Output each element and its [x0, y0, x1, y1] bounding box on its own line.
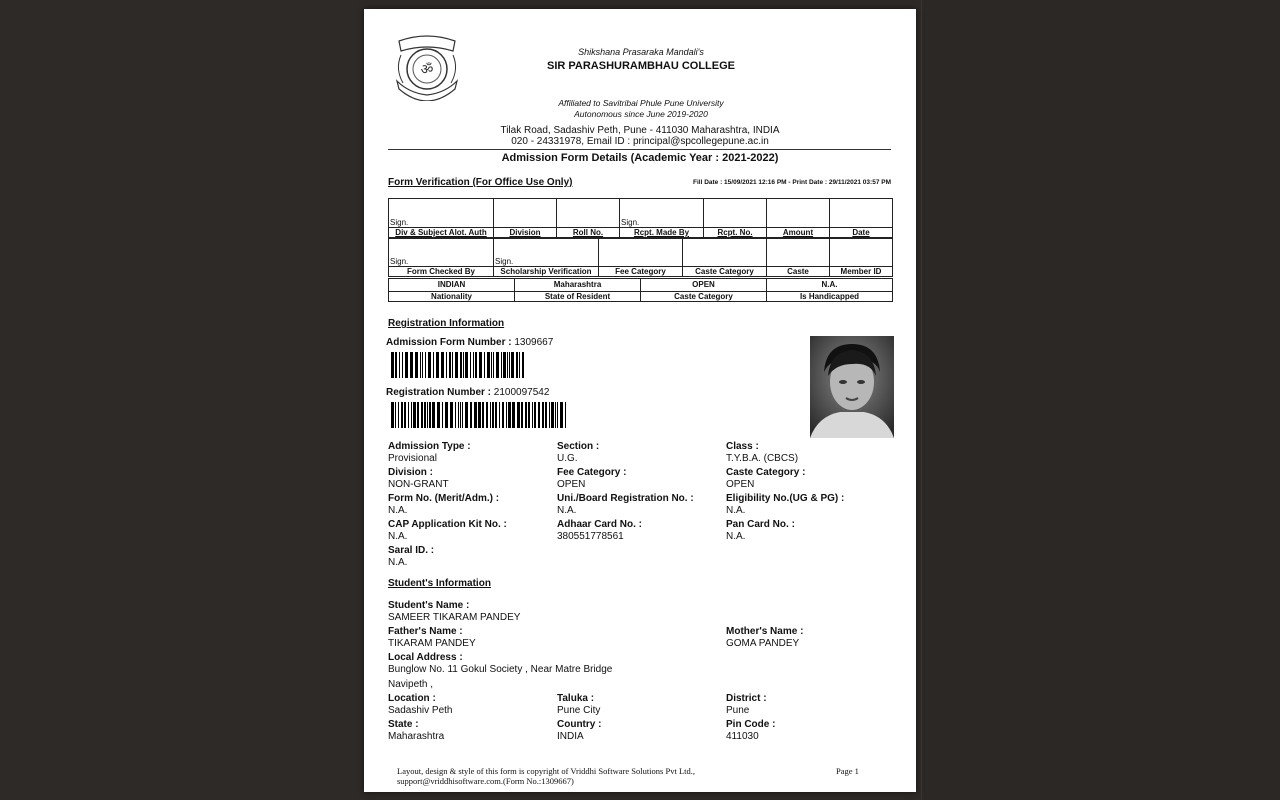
field-value: N.A. [388, 557, 408, 568]
registration-field [388, 467, 449, 490]
field-value: N.A. [726, 531, 746, 542]
local-address-field [388, 652, 612, 690]
registration-number-value: 2100097542 [493, 387, 550, 398]
student-name-field [388, 600, 520, 623]
grid-label: Member ID [830, 267, 893, 277]
barcode-bar [502, 402, 504, 428]
field-value: OPEN [557, 479, 586, 490]
district-value: Pune [726, 705, 750, 716]
barcode-bar [486, 402, 488, 428]
copyright-line-2: support@vriddhisoftware.com.(Form No.:1309667) [397, 776, 574, 786]
barcode-bar [478, 402, 481, 428]
barcode-bar [455, 402, 456, 428]
grid-label: Is Handicapped [767, 292, 893, 302]
grid-label: Form Checked By [389, 267, 494, 277]
admission-form-number [386, 337, 553, 348]
registration-field [726, 519, 795, 542]
barcode-bar [509, 352, 510, 378]
grid-label: Date [830, 228, 893, 238]
barcode-bar [482, 402, 484, 428]
student-name-value: SAMEER TIKARAM PANDEY [388, 612, 521, 623]
student-info-heading: Student's Information [388, 578, 491, 589]
barcode-bar [551, 402, 554, 428]
registration-field [726, 441, 798, 464]
field-label: District : [726, 693, 767, 704]
country-field [557, 719, 601, 742]
barcode-bar [549, 402, 550, 428]
registration-number [386, 387, 549, 398]
father-name-field [388, 626, 476, 649]
barcode-bar [432, 402, 435, 428]
field-label: Pan Card No. : [726, 519, 795, 530]
admission-form-number-value: 1309667 [514, 337, 554, 348]
barcode-bar [499, 402, 500, 428]
registration-field [557, 519, 642, 542]
grid-label: Div & Subject Alot. Auth [389, 228, 494, 238]
registration-barcode [391, 402, 569, 428]
barcode-bar [555, 402, 556, 428]
taluka-field [557, 693, 600, 716]
registration-field [557, 493, 694, 516]
barcode-bar [445, 402, 448, 428]
barcode-bar [484, 352, 485, 378]
field-label: Division : [388, 467, 434, 478]
sign-cell: Sign. [494, 239, 599, 267]
field-value: N.A. [557, 505, 577, 516]
address-line-2: Navipeth , [388, 679, 434, 690]
barcode-bar [429, 402, 431, 428]
barcode-bar [433, 352, 434, 378]
admission-form-barcode [391, 352, 525, 378]
barcode-bar [395, 352, 397, 378]
field-value: 380551778561 [557, 531, 624, 542]
barcode-bar [479, 352, 482, 378]
barcode-bar [557, 402, 558, 428]
affiliation: Affiliated to Savitribai Phule Pune University [558, 98, 724, 108]
field-label: Pin Code : [726, 719, 776, 730]
registration-field [388, 519, 507, 542]
field-value: N.A. [726, 505, 746, 516]
field-label: Saral ID. : [388, 545, 435, 556]
barcode-bar [460, 402, 461, 428]
document-page [364, 9, 916, 792]
barcode-bar [519, 352, 520, 378]
barcode-bar [395, 402, 396, 428]
registration-field [726, 467, 805, 490]
barcode-bar [428, 352, 431, 378]
field-label: State : [388, 719, 419, 730]
field-label: Fee Category : [557, 467, 627, 478]
barcode-bar [560, 402, 563, 428]
barcode-bar [401, 402, 403, 428]
field-label: Caste Category : [726, 467, 806, 478]
barcode-bar [511, 352, 514, 378]
barcode-bar [528, 402, 530, 428]
field-value: U.G. [557, 453, 578, 464]
barcode-bar [521, 402, 523, 428]
field-label: Class : [726, 441, 759, 452]
barcode-bar [503, 352, 506, 378]
barcode-bar [458, 402, 459, 428]
barcode-bar [507, 352, 508, 378]
registration-field [557, 467, 626, 490]
barcode-bar [516, 352, 518, 378]
registration-field [557, 441, 599, 464]
mother-name-field [726, 626, 803, 649]
student-photo [810, 336, 894, 438]
registration-field [388, 493, 499, 516]
barcode-bar [545, 402, 547, 428]
barcode-bar [446, 352, 447, 378]
barcode-bar [408, 402, 409, 428]
barcode-bar [424, 402, 426, 428]
barcode-bar [452, 352, 453, 378]
barcode-bar [475, 352, 477, 378]
barcode-bar [465, 402, 468, 428]
admission-form-number-label: Admission Form Number : [386, 337, 512, 348]
barcode-bar [534, 402, 536, 428]
registration-field [388, 545, 434, 568]
barcode-bar [490, 402, 491, 428]
barcode-bar [449, 352, 451, 378]
barcode-bar [492, 402, 494, 428]
barcode-bar [436, 352, 439, 378]
field-label: Student's Name : [388, 600, 470, 611]
barcode-bar [441, 352, 444, 378]
barcode-bar [495, 402, 497, 428]
page-number: Page 1 [836, 766, 859, 776]
barcode-bar [391, 402, 394, 428]
barcode-bar [501, 352, 502, 378]
father-name-value: TIKARAM PANDEY [388, 638, 476, 649]
grid-label: Caste [767, 267, 830, 277]
barcode-bar [532, 402, 533, 428]
grid-label: Caste Category [641, 292, 767, 302]
college-name: SIR PARASHURAMBHAU COLLEGE [546, 60, 736, 72]
grid-label: Rcpt. No. [704, 228, 767, 238]
barcode-bar [473, 352, 474, 378]
field-label: Taluka : [557, 693, 595, 704]
field-value: Provisional [388, 453, 437, 464]
sign-cell: Sign. [620, 199, 704, 228]
field-label: Mother's Name : [726, 626, 804, 637]
field-label: Adhaar Card No. : [557, 519, 643, 530]
college-emblem-logo [391, 31, 463, 101]
barcode-bar [391, 352, 394, 378]
barcode-bar [462, 402, 463, 428]
barcode-bar [522, 352, 524, 378]
barcode-bar [421, 402, 423, 428]
location-value: Sadashiv Peth [388, 705, 453, 716]
barcode-bar [437, 402, 440, 428]
pin-code-value: 411030 [726, 731, 759, 742]
college-address: Tilak Road, Sadashiv Peth, Pune - 411030 Maharashtra, INDIA [500, 125, 780, 136]
registration-field [726, 493, 844, 516]
barcode-bar [538, 402, 540, 428]
barcode-bar [420, 352, 421, 378]
address-line-1: Bunglow No. 11 Gokul Society , Near Matre Bridge [388, 664, 613, 675]
barcode-bar [413, 402, 416, 428]
field-value: NON-GRANT [388, 479, 449, 490]
grid-label: Rcpt. Made By [620, 228, 704, 238]
nationality-value: INDIAN [389, 279, 515, 292]
grid-label: Caste Category [683, 267, 767, 277]
barcode-bar [463, 352, 464, 378]
field-value: T.Y.B.A. (CBCS) [726, 453, 799, 464]
autonomous-note: Autonomous since June 2019-2020 [574, 109, 708, 119]
grid-label: State of Resident [515, 292, 641, 302]
field-label: Local Address : [388, 652, 463, 663]
header-divider [388, 149, 891, 150]
field-label: Father's Name : [388, 626, 463, 637]
grid-label: Division [494, 228, 557, 238]
barcode-bar [493, 352, 494, 378]
barcode-bar [402, 352, 403, 378]
district-field [726, 693, 767, 716]
grid-label: Scholarship Verification [494, 267, 599, 277]
country-value: INDIA [557, 731, 584, 742]
barcode-bar [427, 402, 428, 428]
fill-print-dates: Fill Date : 15/09/2021 12:16 PM - Print Date : 29/11/2021 03:57 PM [693, 179, 891, 186]
society-name: Shikshana Prasaraka Mandali's [578, 47, 704, 57]
form-title: Admission Form Details (Academic Year : 2021-2022) [501, 152, 779, 164]
taluka-value: Pune City [557, 705, 601, 716]
verification-grid-row1 [388, 198, 893, 238]
copyright-line-1: Layout, design & style of this form is copyright of Vriddhi Software Solutions Pvt Ltd., [397, 766, 695, 776]
verification-heading: Form Verification (For Office Use Only) [388, 177, 573, 188]
state-of-resident-value: Maharashtra [515, 279, 641, 292]
barcode-bar [455, 352, 458, 378]
field-value: N.A. [388, 531, 408, 542]
barcode-bar [465, 352, 468, 378]
barcode-bar [565, 402, 566, 428]
barcode-bar [517, 402, 520, 428]
field-value: OPEN [726, 479, 755, 490]
location-field [388, 693, 453, 716]
barcode-bar [442, 402, 443, 428]
registration-heading: Registration Information [388, 318, 505, 329]
state-value: Maharashtra [388, 731, 445, 742]
field-label: Admission Type : [388, 441, 471, 452]
field-label: Eligibility No.(UG & PG) : [726, 493, 845, 504]
field-label: Section : [557, 441, 600, 452]
barcode-bar [491, 352, 492, 378]
mother-name-value: GOMA PANDEY [726, 638, 800, 649]
grid-label: Roll No. [557, 228, 620, 238]
field-label: Location : [388, 693, 436, 704]
registration-number-label: Registration Number : [386, 387, 492, 398]
barcode-bar [542, 402, 544, 428]
viewer-background [921, 0, 1280, 800]
barcode-bar [512, 402, 515, 428]
barcode-bar [425, 352, 426, 378]
field-label: Form No. (Merit/Adm.) : [388, 493, 500, 504]
barcode-bar [450, 402, 453, 428]
barcode-bar [525, 402, 527, 428]
field-label: CAP Application Kit No. : [388, 519, 507, 530]
barcode-bar [399, 352, 400, 378]
barcode-bar [487, 352, 490, 378]
footer-copyright [397, 766, 695, 786]
barcode-bar [470, 352, 471, 378]
is-handicapped-value: N.A. [767, 279, 893, 292]
barcode-bar [405, 352, 408, 378]
grid-label: Fee Category [599, 267, 683, 277]
svg-text:ॐ: ॐ [420, 62, 434, 78]
barcode-bar [404, 402, 406, 428]
college-contact: 020 - 24331978, Email ID : principal@spcollegepune.ac.in [511, 136, 769, 147]
barcode-bar [415, 352, 418, 378]
barcode-bar [470, 402, 472, 428]
barcode-bar [411, 402, 412, 428]
barcode-bar [474, 402, 477, 428]
field-value: N.A. [388, 505, 408, 516]
pin-code-field [726, 719, 775, 742]
field-label: Uni./Board Registration No. : [557, 493, 694, 504]
sign-cell: Sign. [389, 199, 494, 228]
barcode-bar [410, 352, 413, 378]
sign-cell: Sign. [389, 239, 494, 267]
grid-label: Amount [767, 228, 830, 238]
barcode-bar [417, 402, 419, 428]
field-label: Country : [557, 719, 602, 730]
grid-label: Nationality [389, 292, 515, 302]
barcode-bar [460, 352, 462, 378]
barcode-bar [506, 402, 507, 428]
barcode-bar [508, 402, 511, 428]
verification-grid-row2 [388, 238, 893, 277]
state-field [388, 719, 444, 742]
verification-grid-row3 [388, 278, 893, 302]
caste-category-value: OPEN [641, 279, 767, 292]
barcode-bar [398, 402, 399, 428]
barcode-bar [496, 352, 499, 378]
registration-field [388, 441, 471, 464]
barcode-bar [422, 352, 423, 378]
